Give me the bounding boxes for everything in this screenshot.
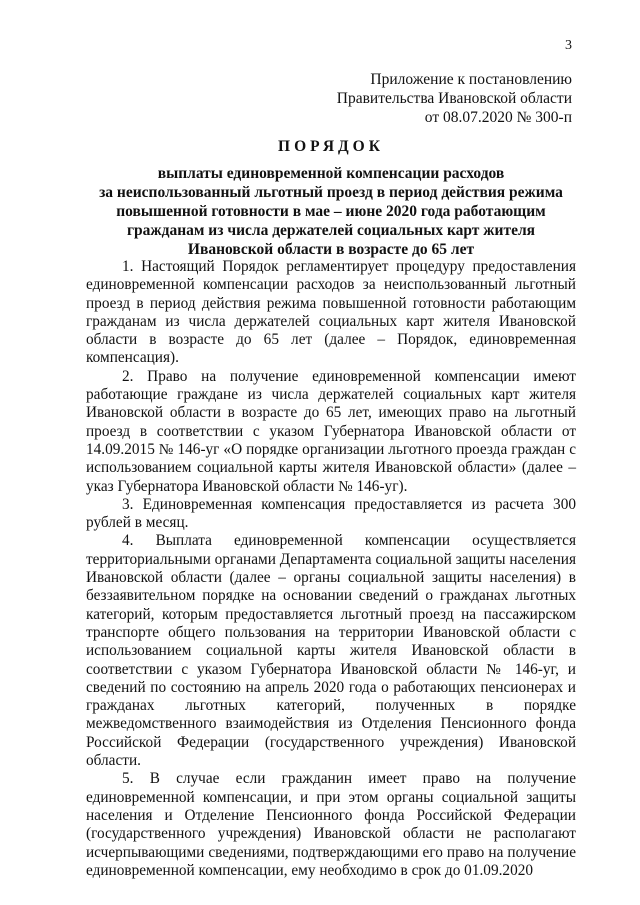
title-line: Ивановской области в возрасте до 65 лет bbox=[187, 241, 475, 258]
document-body bbox=[86, 258, 576, 880]
paragraph: 5. В случае если гражданин имеет право на получение единовременной компенсации, и при этом органы социальной защиты населения и Отделение Пенсионного фонда Российской Федерации (государственного учреждения) Ивановской области не располагают исчерпывающими сведениями, подтверждающими его право на получение единовременной компенсации, ему необходимо в срок до 01.09.2020 bbox=[86, 770, 576, 879]
appendix-header bbox=[337, 70, 572, 127]
appendix-line: Правительства Ивановской области bbox=[336, 90, 572, 107]
appendix-line: Приложение к постановлению bbox=[370, 71, 572, 88]
paragraph: 1. Настоящий Порядок регламентирует процедуру предоставления единовременной компенсации расходов за неиспользованный льготный проезд в период действия режима повышенной готовности работающим гражданам из числа держателей социальных карт жителя Ивановской области в возрасте до 65 лет (далее – Порядок, единовременная компенсация). bbox=[86, 258, 576, 367]
appendix-line: от 08.07.2020 № 300-п bbox=[424, 109, 572, 126]
page-number: 3 bbox=[565, 38, 572, 53]
paragraph: 2. Право на получение единовременной компенсации имеют работающие граждане из числа держателей социальных карт жителя Ивановской области в возрасте до 65 лет, имеющих право на льготный проезд в соответствии с указом Губернатора Ивановской области от 14.09.2015 № 146-уг «О порядке организации льготного проезда граждан с использованием социальной карты жителя Ивановской области» (далее – указ Губернатора Ивановской области № 146-уг). bbox=[86, 367, 576, 495]
title-line: гражданам из числа держателей социальных карт жителя bbox=[126, 222, 536, 239]
document-title bbox=[86, 137, 576, 259]
title-line: выплаты единовременной компенсации расходов bbox=[157, 165, 505, 182]
title-line: за неиспользованный льготный проезд в период действия режима bbox=[99, 184, 563, 201]
title-line: повышенной готовности в мае – июне 2020 года работающим bbox=[116, 203, 546, 220]
title-caption: ПОРЯДОК bbox=[278, 138, 384, 155]
paragraph: 3. Единовременная компенсация предоставляется из расчета 300 рублей в месяц. bbox=[86, 495, 576, 532]
paragraph: 4. Выплата единовременной компенсации осуществляется территориальными органами Департамента социальной защиты населения Ивановской области (далее – органы социальной защиты населения) в беззаявительном порядке на основании сведений о гражданах льготных категорий, которым предоставляется льготный проезд на пассажирском транспорте общего пользования на территории Ивановской области с использованием социальной карты жителя Ивановской области в соответствии с указом Губернатора Ивановской области № 146-уг, и сведений по состоянию на апрель 2020 года о работающих пенсионерах и гражданах льготных категорий, полученных в порядке межведомственного взаимодействия из Отделения Пенсионного фонда Российской Федерации (государственного учреждения) Ивановской области. bbox=[86, 532, 576, 770]
